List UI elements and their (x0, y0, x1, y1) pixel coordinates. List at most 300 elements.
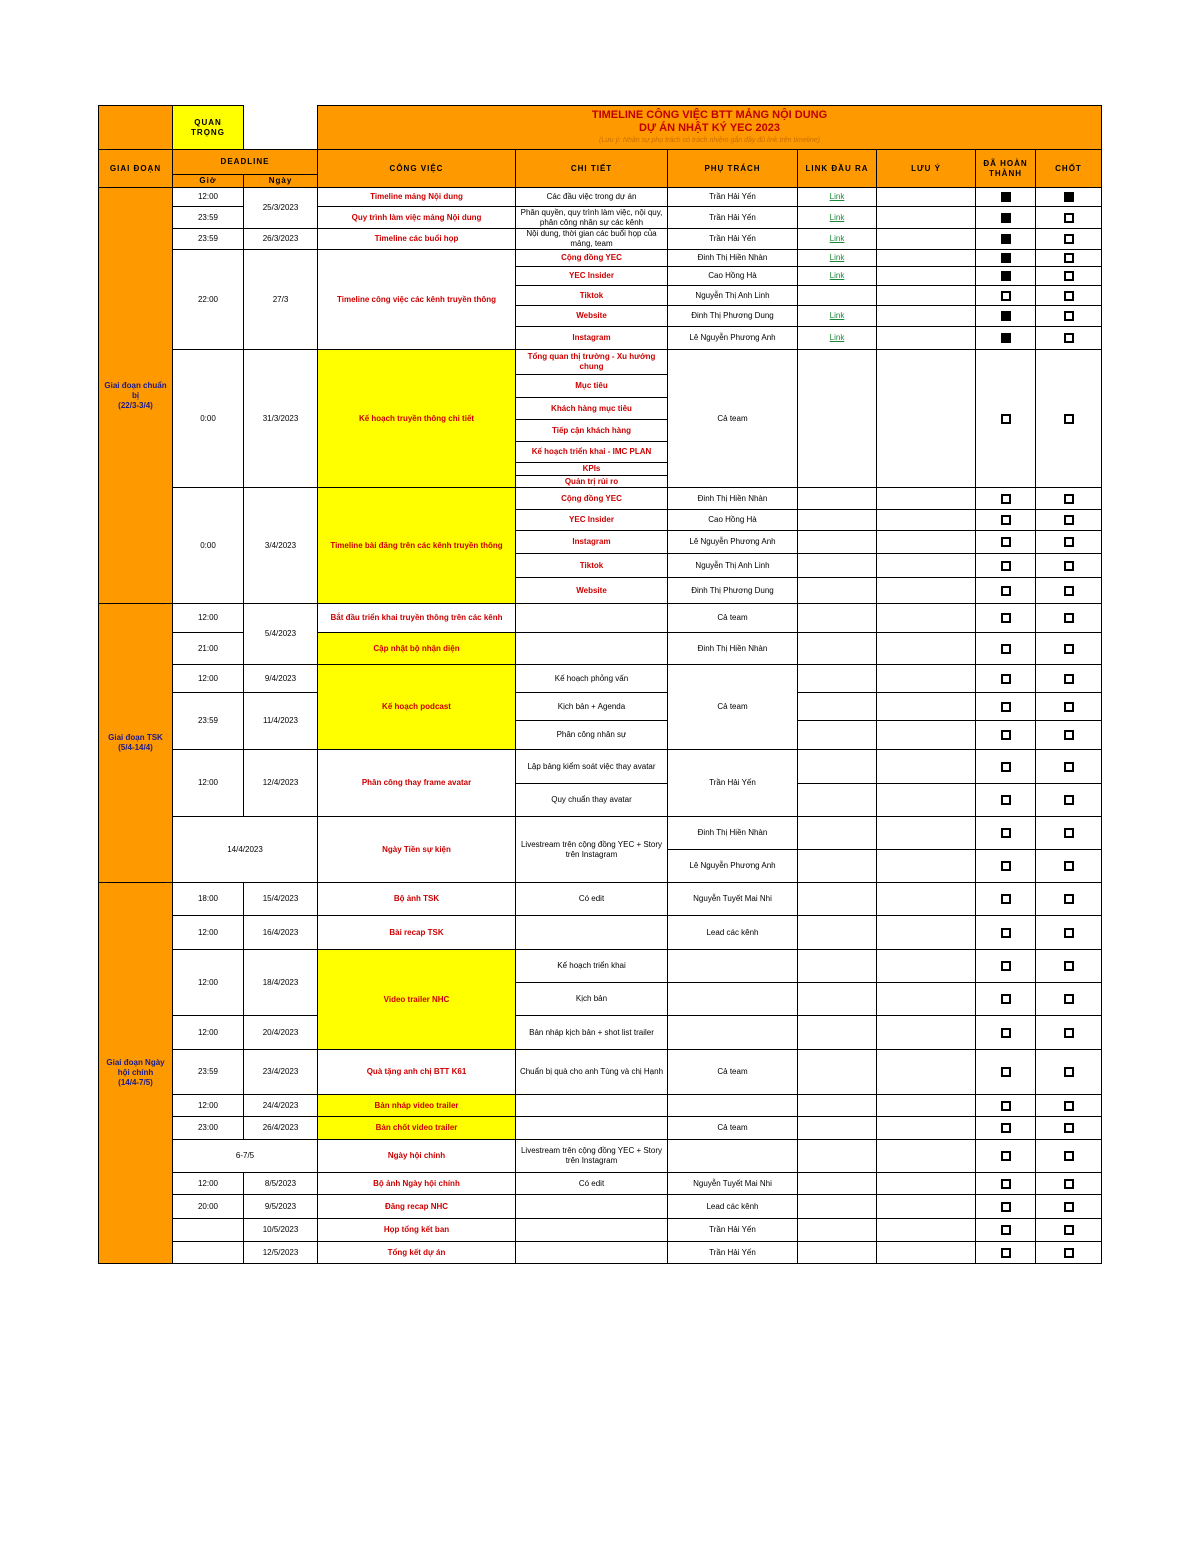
phase-name: Giai đoạn TSK (108, 733, 163, 742)
done-checkbox[interactable] (1001, 1151, 1011, 1161)
deadline-date-cell: 9/4/2023 (243, 664, 318, 693)
approved-checkbox[interactable] (1064, 1067, 1074, 1077)
col-header-owner: PHỤ TRÁCH (667, 149, 798, 188)
note-cell[interactable] (876, 1218, 976, 1242)
deadline-time-cell: 12:00 (172, 603, 244, 633)
deadline-time-cell: 12:00 (172, 1094, 244, 1117)
approved-checkbox[interactable] (1064, 1225, 1074, 1235)
owner-cell: Đinh Thị Phương Dung (667, 305, 798, 327)
task-cell: Timeline các buổi họp (317, 228, 516, 250)
note-cell[interactable] (876, 1116, 976, 1140)
output-link-cell (797, 305, 877, 327)
done-checkbox[interactable] (1001, 333, 1011, 343)
task-cell: Quà tặng anh chị BTT K61 (317, 1049, 516, 1095)
done-cell (975, 982, 1036, 1016)
done-checkbox[interactable] (1001, 561, 1011, 571)
owner-cell: Cả team (667, 603, 798, 633)
approved-cell (1035, 1194, 1102, 1219)
owner-cell: Trần Hải Yến (667, 1218, 798, 1242)
col-header-output-link: LINK ĐẦU RA (797, 149, 877, 188)
note-cell[interactable] (876, 849, 976, 883)
done-checkbox[interactable] (1001, 894, 1011, 904)
col-header-done: ĐÃ HOÀN THÀNH (975, 149, 1036, 188)
done-checkbox[interactable] (1001, 1101, 1011, 1111)
detail-cell (515, 1218, 668, 1242)
approved-checkbox[interactable] (1064, 613, 1074, 623)
done-checkbox[interactable] (1001, 414, 1011, 424)
approved-cell (1035, 1218, 1102, 1242)
phase-range: (22/3-3/4) (118, 400, 153, 410)
deadline-time-cell: 23:59 (172, 1049, 244, 1095)
task-cell: Quy trình làm việc mảng Nội dung (317, 206, 516, 229)
done-checkbox[interactable] (1001, 644, 1011, 654)
done-checkbox[interactable] (1001, 828, 1011, 838)
done-cell (975, 206, 1036, 229)
done-cell (975, 749, 1036, 784)
col-header-deadline: DEADLINE (172, 149, 318, 175)
col-header-note: LƯU Ý (876, 149, 976, 188)
done-cell (975, 509, 1036, 531)
detail-cell: Nội dung, thời gian các buổi họp của mảng, team (515, 228, 668, 250)
output-link-cell (797, 1218, 877, 1242)
done-cell (975, 632, 1036, 665)
deadline-date-cell: 23/4/2023 (243, 1049, 318, 1095)
approved-cell (1035, 982, 1102, 1016)
output-link-cell (797, 603, 877, 633)
done-cell (975, 285, 1036, 306)
task-cell: Tổng kết dự án (317, 1241, 516, 1264)
detail-cell: Phân quyền, quy trình làm việc, nội quy, phân công nhân sự các kênh (515, 206, 668, 229)
detail-cell: Kịch bản + Agenda (515, 692, 668, 721)
approved-checkbox[interactable] (1064, 828, 1074, 838)
approved-checkbox[interactable] (1064, 702, 1074, 712)
deadline-time-cell: 12:00 (172, 1172, 244, 1195)
note-cell[interactable] (876, 749, 976, 784)
approved-cell (1035, 1015, 1102, 1050)
output-link[interactable]: Link (829, 311, 845, 320)
approved-checkbox[interactable] (1064, 414, 1074, 424)
approved-cell (1035, 1094, 1102, 1117)
done-checkbox[interactable] (1001, 994, 1011, 1004)
done-cell (975, 882, 1036, 916)
title-note: (Lưu ý: Nhân sự phụ trách có trách nhiệm gắn đầy đủ link trên timeline) (599, 137, 820, 144)
approved-cell (1035, 285, 1102, 306)
phase-range: (5/4-14/4) (118, 743, 153, 752)
approved-checkbox[interactable] (1064, 561, 1074, 571)
note-cell[interactable] (876, 692, 976, 721)
done-cell (975, 530, 1036, 554)
detail-cell: Cộng đồng YEC (515, 487, 668, 510)
done-checkbox[interactable] (1001, 1028, 1011, 1038)
owner-cell: Lê Nguyễn Phương Anh (667, 530, 798, 554)
task-cell: Bài recap TSK (317, 915, 516, 950)
detail-cell (515, 1116, 668, 1140)
detail-cell: Kế hoạch triển khai - IMC PLAN (515, 441, 668, 463)
note-cell[interactable] (876, 720, 976, 750)
output-link[interactable]: Link (829, 253, 845, 262)
done-cell (975, 664, 1036, 693)
approved-cell (1035, 249, 1102, 267)
detail-cell: Tiktok (515, 285, 668, 306)
deadline-date-cell: 20/4/2023 (243, 1015, 318, 1050)
deadline-merged-cell: 6-7/5 (172, 1139, 318, 1173)
done-checkbox[interactable] (1001, 253, 1011, 263)
detail-cell: Livestream trên cộng đồng YEC + Story trên Instagram (515, 816, 668, 883)
deadline-date-cell: 10/5/2023 (243, 1218, 318, 1242)
detail-cell: Các đầu việc trong dự án (515, 187, 668, 207)
output-link-cell (797, 1194, 877, 1219)
done-checkbox[interactable] (1001, 762, 1011, 772)
phase-range: (14/4-7/5) (118, 1078, 153, 1087)
note-cell[interactable] (876, 249, 976, 267)
note-cell[interactable] (876, 915, 976, 950)
owner-cell (667, 1094, 798, 1117)
done-checkbox[interactable] (1001, 961, 1011, 971)
done-checkbox[interactable] (1001, 674, 1011, 684)
deadline-date-cell: 27/3 (243, 249, 318, 350)
approved-cell (1035, 487, 1102, 510)
deadline-time-cell: 12:00 (172, 915, 244, 950)
note-cell[interactable] (876, 949, 976, 983)
output-link-cell (797, 1139, 877, 1173)
deadline-date-cell: 3/4/2023 (243, 487, 318, 604)
note-cell[interactable] (876, 187, 976, 207)
detail-cell: Quản trị rủi ro (515, 475, 668, 488)
done-checkbox[interactable] (1001, 537, 1011, 547)
done-checkbox[interactable] (1001, 928, 1011, 938)
note-cell[interactable] (876, 1094, 976, 1117)
approved-checkbox[interactable] (1064, 333, 1074, 343)
deadline-date-cell: 12/4/2023 (243, 749, 318, 817)
owner-cell: Đinh Thị Hiền Nhàn (667, 487, 798, 510)
deadline-time-cell: 23:59 (172, 692, 244, 750)
task-cell: Timeline mảng Nội dung (317, 187, 516, 207)
output-link-cell (797, 1172, 877, 1195)
owner-cell (667, 982, 798, 1016)
approved-cell (1035, 187, 1102, 207)
owner-cell: Cả team (667, 664, 798, 750)
note-cell[interactable] (876, 553, 976, 578)
done-cell (975, 326, 1036, 350)
detail-cell: Kịch bản (515, 982, 668, 1016)
done-checkbox[interactable] (1001, 1123, 1011, 1133)
owner-cell: Trần Hải Yến (667, 749, 798, 817)
output-link-cell (797, 187, 877, 207)
note-cell[interactable] (876, 816, 976, 850)
output-link-cell (797, 1094, 877, 1117)
done-checkbox[interactable] (1001, 861, 1011, 871)
owner-cell: Nguyễn Tuyết Mai Nhi (667, 1172, 798, 1195)
output-link[interactable]: Link (829, 271, 845, 280)
approved-checkbox[interactable] (1064, 928, 1074, 938)
output-link-cell (797, 487, 877, 510)
phase-cell-1 (98, 187, 173, 604)
detail-cell: Quy chuẩn thay avatar (515, 783, 668, 817)
approved-cell (1035, 849, 1102, 883)
approved-cell (1035, 577, 1102, 604)
done-cell (975, 949, 1036, 983)
detail-cell: Khách hàng mục tiêu (515, 397, 668, 420)
phase-name: Giai đoạn Ngày hội chính (106, 1058, 165, 1077)
detail-cell: YEC Insider (515, 266, 668, 286)
done-cell (975, 603, 1036, 633)
deadline-time-cell: 23:59 (172, 206, 244, 229)
owner-cell: Nguyễn Thị Anh Linh (667, 553, 798, 578)
approved-checkbox[interactable] (1064, 271, 1074, 281)
done-checkbox[interactable] (1001, 1202, 1011, 1212)
done-checkbox[interactable] (1001, 730, 1011, 740)
output-link-cell (797, 228, 877, 250)
approved-checkbox[interactable] (1064, 1179, 1074, 1189)
task-cell: Bản nháp video trailer (317, 1094, 516, 1117)
approved-cell (1035, 530, 1102, 554)
deadline-time-cell: 12:00 (172, 1015, 244, 1050)
detail-cell (515, 1094, 668, 1117)
detail-cell (515, 632, 668, 665)
done-checkbox[interactable] (1001, 234, 1011, 244)
approved-checkbox[interactable] (1064, 253, 1074, 263)
done-checkbox[interactable] (1001, 1225, 1011, 1235)
note-cell[interactable] (876, 577, 976, 604)
approved-cell (1035, 509, 1102, 531)
approved-cell (1035, 632, 1102, 665)
approved-checkbox[interactable] (1064, 894, 1074, 904)
output-link-cell (797, 749, 877, 784)
done-cell (975, 1241, 1036, 1264)
approved-checkbox[interactable] (1064, 537, 1074, 547)
deadline-time-cell: 12:00 (172, 664, 244, 693)
owner-cell (667, 949, 798, 983)
approved-cell (1035, 692, 1102, 721)
phase-cell-2 (98, 603, 173, 883)
deadline-time-cell: 22:00 (172, 249, 244, 350)
deadline-time-cell (172, 1218, 244, 1242)
deadline-date-cell: 5/4/2023 (243, 603, 318, 665)
approved-checkbox[interactable] (1064, 1248, 1074, 1258)
owner-cell: Lê Nguyễn Phương Anh (667, 326, 798, 350)
done-checkbox[interactable] (1001, 586, 1011, 596)
deadline-date-cell: 16/4/2023 (243, 915, 318, 950)
owner-cell (667, 1139, 798, 1173)
owner-cell: Cả team (667, 349, 798, 488)
approved-cell (1035, 206, 1102, 229)
note-cell[interactable] (876, 1015, 976, 1050)
approved-cell (1035, 783, 1102, 817)
owner-cell: Nguyễn Thị Anh Linh (667, 285, 798, 306)
done-checkbox[interactable] (1001, 271, 1011, 281)
note-cell[interactable] (876, 1049, 976, 1095)
detail-cell: Có edit (515, 1172, 668, 1195)
approved-checkbox[interactable] (1064, 674, 1074, 684)
approved-checkbox[interactable] (1064, 1101, 1074, 1111)
detail-cell: Tổng quan thị trường - Xu hướng chung (515, 349, 668, 375)
note-cell[interactable] (876, 783, 976, 817)
approved-checkbox[interactable] (1064, 762, 1074, 772)
task-cell: Timeline công việc các kênh truyền thông (317, 249, 516, 350)
approved-cell (1035, 266, 1102, 286)
detail-cell: Chuẩn bị quà cho anh Tùng và chị Hạnh (515, 1049, 668, 1095)
done-checkbox[interactable] (1001, 291, 1011, 301)
done-checkbox[interactable] (1001, 515, 1011, 525)
output-link-cell (797, 949, 877, 983)
note-cell[interactable] (876, 285, 976, 306)
done-checkbox[interactable] (1001, 213, 1011, 223)
done-checkbox[interactable] (1001, 702, 1011, 712)
output-link[interactable]: Link (829, 333, 845, 342)
phase-cell-3 (98, 882, 173, 1264)
approved-checkbox[interactable] (1064, 213, 1074, 223)
title-line1: TIMELINE CÔNG VIỆC BTT MẢNG NỘI DUNG (591, 109, 828, 121)
col-header-detail: CHI TIẾT (515, 149, 668, 188)
done-cell (975, 1218, 1036, 1242)
owner-cell: Đinh Thị Phương Dung (667, 577, 798, 604)
detail-cell: Kế hoạch phỏng vấn (515, 664, 668, 693)
approved-cell (1035, 1049, 1102, 1095)
task-cell: Ngày hội chính (317, 1139, 516, 1173)
note-cell[interactable] (876, 509, 976, 531)
approved-checkbox[interactable] (1064, 1028, 1074, 1038)
approved-checkbox[interactable] (1064, 234, 1074, 244)
approved-checkbox[interactable] (1064, 961, 1074, 971)
output-link-cell (797, 577, 877, 604)
done-cell (975, 187, 1036, 207)
note-cell[interactable] (876, 603, 976, 633)
note-cell[interactable] (876, 1172, 976, 1195)
approved-cell (1035, 1172, 1102, 1195)
note-cell[interactable] (876, 326, 976, 350)
task-cell: Cập nhật bộ nhận diện (317, 632, 516, 665)
note-cell[interactable] (876, 632, 976, 665)
approved-cell (1035, 1116, 1102, 1140)
note-cell[interactable] (876, 982, 976, 1016)
note-cell[interactable] (876, 305, 976, 327)
detail-cell: Tiếp cận khách hàng (515, 419, 668, 442)
sheet-title (317, 105, 1102, 150)
deadline-date-cell: 8/5/2023 (243, 1172, 318, 1195)
done-checkbox[interactable] (1001, 311, 1011, 321)
output-link-cell (797, 632, 877, 665)
output-link[interactable]: Link (829, 234, 845, 243)
deadline-time-cell: 23:00 (172, 1116, 244, 1140)
done-checkbox[interactable] (1001, 1248, 1011, 1258)
detail-cell (515, 1241, 668, 1264)
detail-cell (515, 603, 668, 633)
deadline-date-cell: 9/5/2023 (243, 1194, 318, 1219)
approved-checkbox[interactable] (1064, 192, 1074, 202)
output-link-cell (797, 206, 877, 229)
output-link[interactable]: Link (829, 192, 845, 201)
note-cell[interactable] (876, 266, 976, 286)
approved-checkbox[interactable] (1064, 795, 1074, 805)
approved-checkbox[interactable] (1064, 644, 1074, 654)
detail-cell: Cộng đồng YEC (515, 249, 668, 267)
task-cell: Kế hoạch truyền thông chi tiết (317, 349, 516, 488)
approved-checkbox[interactable] (1064, 311, 1074, 321)
done-cell (975, 1116, 1036, 1140)
task-cell: Ngày Tiền sự kiện (317, 816, 516, 883)
note-cell[interactable] (876, 530, 976, 554)
done-checkbox[interactable] (1001, 494, 1011, 504)
output-link-cell (797, 692, 877, 721)
done-cell (975, 228, 1036, 250)
col-header-time: Giờ (172, 174, 244, 188)
detail-cell: Website (515, 305, 668, 327)
note-cell[interactable] (876, 487, 976, 510)
output-link[interactable]: Link (829, 212, 845, 222)
col-header-approved: CHỐT (1035, 149, 1102, 188)
done-checkbox[interactable] (1001, 1067, 1011, 1077)
done-checkbox[interactable] (1001, 1179, 1011, 1189)
note-cell[interactable] (876, 206, 976, 229)
output-link-cell (797, 915, 877, 950)
approved-checkbox[interactable] (1064, 861, 1074, 871)
owner-cell: Cả team (667, 1049, 798, 1095)
deadline-time-cell: 18:00 (172, 882, 244, 916)
approved-checkbox[interactable] (1064, 515, 1074, 525)
note-cell[interactable] (876, 1194, 976, 1219)
done-checkbox[interactable] (1001, 192, 1011, 202)
output-link-cell (797, 530, 877, 554)
approved-checkbox[interactable] (1064, 1123, 1074, 1133)
deadline-time-cell: 23:59 (172, 228, 244, 250)
approved-checkbox[interactable] (1064, 291, 1074, 301)
note-cell[interactable] (876, 228, 976, 250)
output-link-cell (797, 816, 877, 850)
approved-cell (1035, 949, 1102, 983)
col-header-phase: GIAI ĐOẠN (98, 149, 173, 188)
note-cell[interactable] (876, 1241, 976, 1264)
deadline-date-cell: 24/4/2023 (243, 1094, 318, 1117)
deadline-date-cell: 18/4/2023 (243, 949, 318, 1016)
note-cell[interactable] (876, 1139, 976, 1173)
approved-checkbox[interactable] (1064, 586, 1074, 596)
deadline-date-cell: 25/3/2023 (243, 187, 318, 229)
approved-checkbox[interactable] (1064, 994, 1074, 1004)
phase-name: Giai đoạn chuẩn bị (104, 380, 167, 400)
approved-cell (1035, 603, 1102, 633)
approved-cell (1035, 1139, 1102, 1173)
done-cell (975, 349, 1036, 488)
done-cell (975, 577, 1036, 604)
task-cell: Bộ ảnh TSK (317, 882, 516, 916)
deadline-date-cell: 12/5/2023 (243, 1241, 318, 1264)
done-cell (975, 1015, 1036, 1050)
done-cell (975, 692, 1036, 721)
approved-checkbox[interactable] (1064, 1202, 1074, 1212)
note-cell[interactable] (876, 882, 976, 916)
done-checkbox[interactable] (1001, 795, 1011, 805)
done-cell (975, 1172, 1036, 1195)
legend-important: QUAN TRỌNG (172, 105, 244, 150)
done-cell (975, 1049, 1036, 1095)
task-cell: Bộ ảnh Ngày hội chính (317, 1172, 516, 1195)
deadline-time-cell: 12:00 (172, 749, 244, 817)
note-cell[interactable] (876, 664, 976, 693)
approved-checkbox[interactable] (1064, 494, 1074, 504)
owner-cell: Cao Hồng Hà (667, 509, 798, 531)
task-cell: Kế hoạch podcast (317, 664, 516, 750)
approved-checkbox[interactable] (1064, 1151, 1074, 1161)
done-checkbox[interactable] (1001, 613, 1011, 623)
done-cell (975, 849, 1036, 883)
note-cell[interactable] (876, 349, 976, 488)
detail-cell (515, 915, 668, 950)
approved-checkbox[interactable] (1064, 730, 1074, 740)
approved-cell (1035, 720, 1102, 750)
detail-cell: YEC Insider (515, 509, 668, 531)
approved-cell (1035, 915, 1102, 950)
detail-cell: Tiktok (515, 553, 668, 578)
